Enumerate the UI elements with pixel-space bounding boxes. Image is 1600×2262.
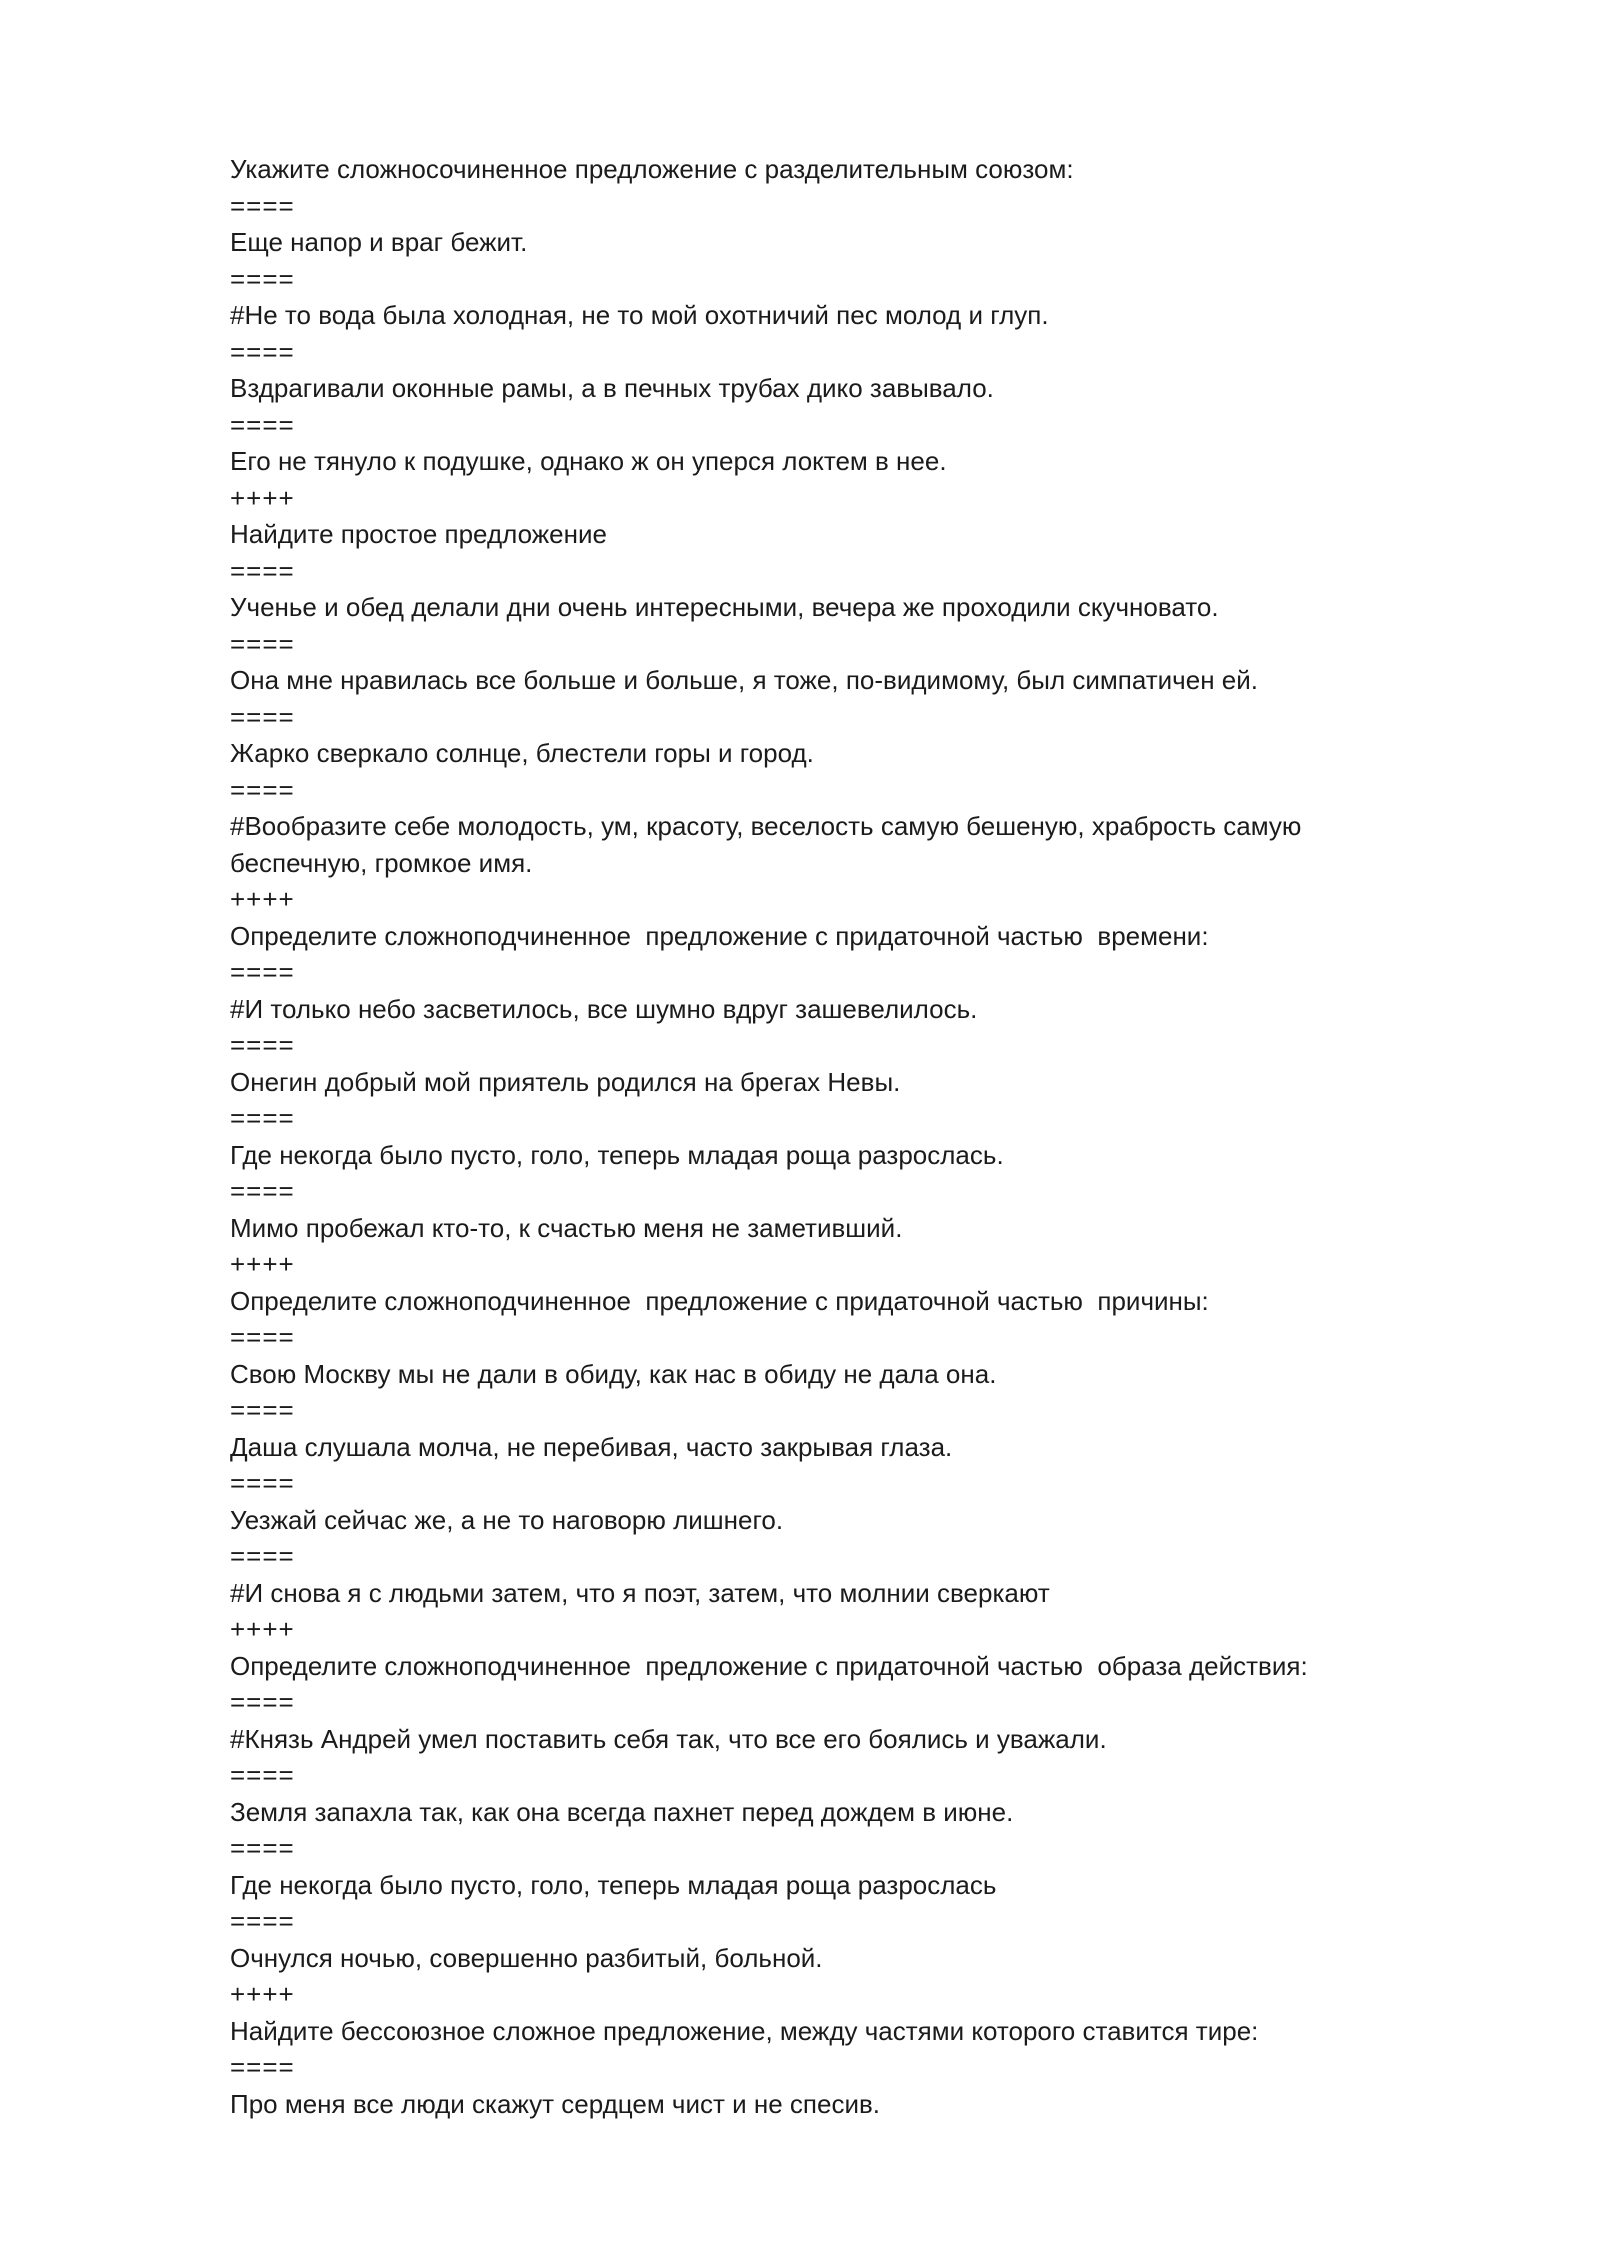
answer-option: #Князь Андрей умел поставить себя так, что все его боялись и уважали. — [230, 1723, 1107, 1754]
question-separator: ++++ — [230, 1249, 295, 1279]
answer-separator: ==== — [230, 701, 295, 732]
answer-option: Где некогда было пусто, голо, теперь младая роща разрослась. — [230, 1139, 1004, 1170]
answer-option: Его не тянуло к подушке, однако ж он уперся локтем в нее. — [230, 446, 947, 476]
answer-option: #И только небо засветилось, все шумно вдруг зашевелилось. — [230, 993, 978, 1024]
question-text: Найдите простое предложение — [230, 519, 607, 549]
answer-separator: ==== — [230, 1322, 295, 1352]
answer-separator: ==== — [230, 263, 295, 294]
answer-separator: ==== — [230, 1176, 295, 1206]
answer-separator: ==== — [230, 1760, 295, 1790]
answer-option: #Вообразите себе молодость, ум, красоту, веселость самую бешеную, храбрость самую беспечную, громкое имя. — [230, 811, 1309, 878]
answer-option: Земля запахла так, как она всегда пахнет перед дождем в июне. — [230, 1796, 1014, 1827]
document-text — [230, 151, 1380, 2122]
answer-option: Еще напор и враг бежит. — [230, 227, 528, 257]
answer-separator: ==== — [230, 774, 295, 805]
answer-option: Ученье и обед делали дни очень интересными, вечера же проходили скучновато. — [230, 592, 1219, 622]
question-text: Определите сложноподчиненное предложение с придаточной частью образа действия: — [230, 1650, 1308, 1681]
question-text: Определите сложноподчиненное предложение с придаточной частью причины: — [230, 1285, 1209, 1316]
answer-separator: ==== — [230, 1833, 295, 1863]
answer-option: Очнулся ночью, совершенно разбитый, больной. — [230, 1942, 823, 1973]
answer-separator: ==== — [230, 190, 295, 221]
question-text: Укажите сложносочиненное предложение с разделительным союзом: — [230, 154, 1074, 184]
answer-separator: ==== — [230, 2052, 295, 2082]
answer-option: Уезжай сейчас же, а не то наговорю лишнего. — [230, 1504, 784, 1535]
answer-option: Вздрагивали оконные рамы, а в печных трубах дико завывало. — [230, 373, 994, 403]
answer-separator: ==== — [230, 1468, 295, 1498]
answer-separator: ==== — [230, 957, 295, 987]
answer-separator: ==== — [230, 555, 295, 586]
answer-separator: ==== — [230, 1906, 295, 1936]
question-separator: ++++ — [230, 1979, 295, 2009]
answer-separator: ==== — [230, 409, 295, 440]
answer-separator: ==== — [230, 628, 295, 659]
answer-option: #И снова я с людьми затем, что я поэт, затем, что молнии сверкают — [230, 1577, 1050, 1608]
answer-option: Свою Москву мы не дали в обиду, как нас в обиду не дала она. — [230, 1358, 997, 1389]
answer-option: #Не то вода была холодная, не то мой охотничий пес молод и глуп. — [230, 300, 1049, 330]
answer-separator: ==== — [230, 1030, 295, 1060]
answer-option: Онегин добрый мой приятель родился на брегах Невы. — [230, 1066, 901, 1097]
answer-option: Где некогда было пусто, голо, теперь младая роща разрослась — [230, 1869, 997, 1900]
question-separator: ++++ — [230, 884, 295, 914]
answer-option: Жарко сверкало солнце, блестели горы и город. — [230, 738, 814, 768]
answer-separator: ==== — [230, 1395, 295, 1425]
answer-separator: ==== — [230, 336, 295, 367]
answer-option: Мимо пробежал кто-то, к счастью меня не заметивший. — [230, 1212, 903, 1243]
answer-separator: ==== — [230, 1103, 295, 1133]
answer-option: Она мне нравилась все больше и больше, я тоже, по-видимому, был симпатичен ей. — [230, 665, 1258, 695]
answer-separator: ==== — [230, 1687, 295, 1717]
question-text: Найдите бессоюзное сложное предложение, между частями которого ставится тире: — [230, 2015, 1259, 2046]
question-separator: ++++ — [230, 1614, 295, 1644]
answer-option: Даша слушала молча, не перебивая, часто закрывая глаза. — [230, 1431, 953, 1462]
question-separator: ++++ — [230, 482, 295, 513]
answer-option: Про меня все люди скажут сердцем чист и не спесив. — [230, 2088, 881, 2119]
question-text: Определите сложноподчиненное предложение с придаточной частью времени: — [230, 920, 1209, 951]
answer-separator: ==== — [230, 1541, 295, 1571]
